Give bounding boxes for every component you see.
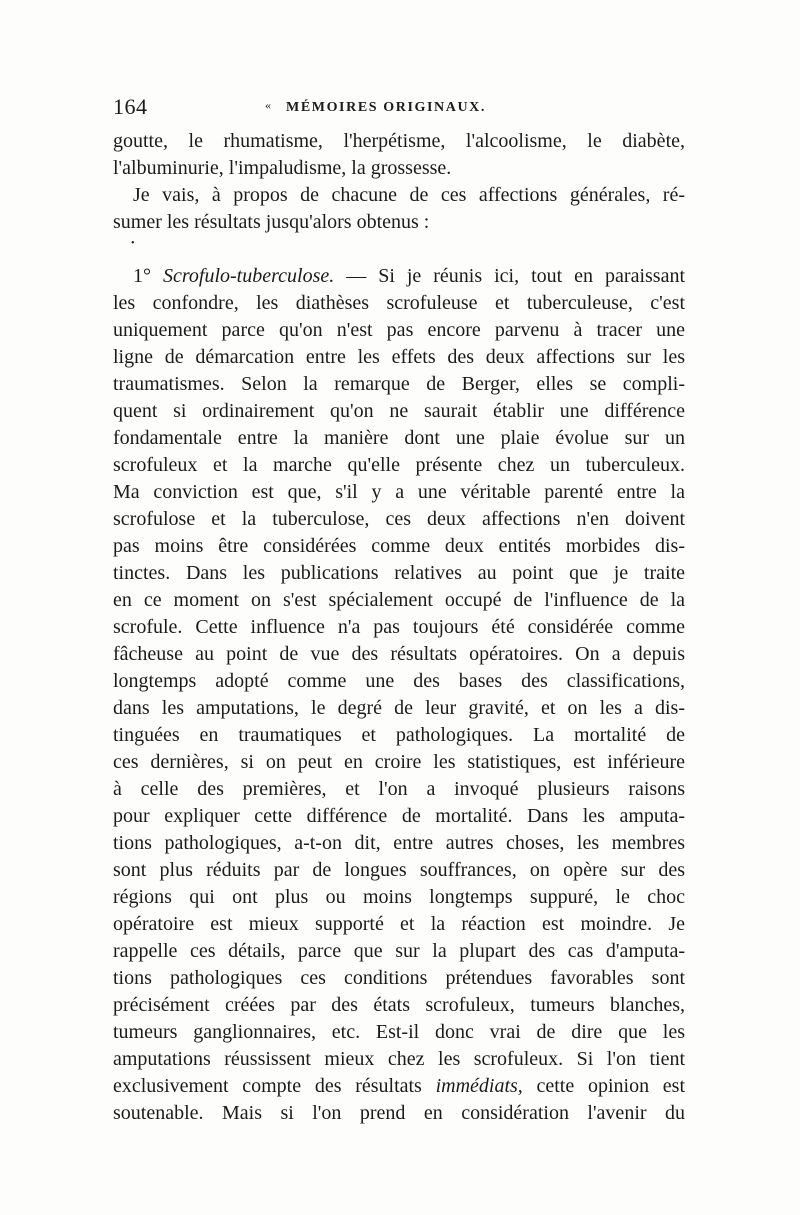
header-ornament: « xyxy=(265,98,271,112)
text-line: tinguées en traumatiques et pathologiques. La mortalité de xyxy=(113,724,685,746)
text-line: opératoire est mieux supporté et la réaction est moindre. Je xyxy=(113,913,685,935)
text-line: en ce moment on s'est spécialement occupé de l'influence de la xyxy=(113,589,685,611)
text-line: goutte, le rhumatisme, l'herpétisme, l'alcoolisme, le diabète, xyxy=(113,130,685,152)
text-line: tions pathologiques ces conditions prétendues favorables sont xyxy=(113,967,685,989)
text-line-with-emphasis xyxy=(113,1073,685,1100)
emphasized-word: immédiats, xyxy=(435,1075,523,1097)
text-line: quent si ordinairement qu'on ne saurait établir une différence xyxy=(113,400,685,422)
text-line: scrofule. Cette influence n'a pas toujours été considérée comme xyxy=(113,616,685,638)
section-title: Scrofulo-tuberculose. xyxy=(162,265,335,287)
text-fragment: exclusivement compte des résultats xyxy=(113,1075,422,1097)
page-number: 164 xyxy=(113,94,148,119)
text-line: précisément créées par des états scrofuleux, tumeurs blanches, xyxy=(113,994,685,1016)
text-line: amputations réussissent mieux chez les scrofuleux. Si l'on tient xyxy=(113,1048,685,1070)
text-line: tumeurs ganglionnaires, etc. Est-il donc vrai de dire que les xyxy=(113,1021,685,1043)
text-line: les confondre, les diathèses scrofuleuse et tuberculeuse, c'est xyxy=(113,292,685,314)
text-line: fondamentale entre la manière dont une plaie évolue sur un xyxy=(113,427,685,449)
text-line: Je vais, à propos de chacune de ces affections générales, ré- xyxy=(133,184,685,206)
stray-dot-mark: • xyxy=(131,238,135,249)
text-line: rappelle ces détails, parce que sur la plupart des cas d'amputa- xyxy=(113,940,685,962)
text-line: ces dernières, si on peut en croire les statistiques, est inférieure xyxy=(113,751,685,773)
text-line: pour expliquer cette différence de mortalité. Dans les amputa- xyxy=(113,805,685,827)
text-line: traumatismes. Selon la remarque de Berger, elles se compli- xyxy=(113,373,685,395)
text-line: uniquement parce qu'on n'est pas encore parvenu à tracer une xyxy=(113,319,685,341)
text-line: sumer les résultats jusqu'alors obtenus : xyxy=(113,211,430,233)
text-line: longtemps adopté comme une des bases des classifications, xyxy=(113,670,685,692)
section-number: 1° xyxy=(133,265,151,287)
text-line: scrofulose et la tuberculose, ces deux affections n'en doivent xyxy=(113,508,685,530)
text-line: fâcheuse au point de vue des résultats opératoires. On a depuis xyxy=(113,643,685,665)
text-line: Ma conviction est que, s'il y a une véritable parenté entre la xyxy=(113,481,685,503)
section-heading-rest: — Si je réunis ici, tout en paraissant xyxy=(346,265,686,287)
text-line: à celle des premières, et l'on a invoqué plusieurs raisons xyxy=(113,778,685,800)
text-line: pas moins être considérées comme deux entités morbides dis- xyxy=(113,535,685,557)
text-line: sont plus réduits par de longues souffrances, on opère sur des xyxy=(113,859,685,881)
text-line: l'albuminurie, l'impaludisme, la grossesse. xyxy=(113,157,452,179)
text-line: soutenable. Mais si l'on prend en considération l'avenir du xyxy=(113,1102,685,1124)
section-heading-line xyxy=(113,263,685,290)
text-line: ligne de démarcation entre les effets des deux affections sur les xyxy=(113,346,685,368)
text-line: tinctes. Dans les publications relatives au point que je traite xyxy=(113,562,685,584)
text-line: régions qui ont plus ou moins longtemps suppuré, le choc xyxy=(113,886,685,908)
page-header xyxy=(113,94,685,124)
text-line: tions pathologiques, a-t-on dit, entre autres choses, les membres xyxy=(113,832,685,854)
text-fragment: cette opinion est xyxy=(536,1075,686,1097)
paragraph-gap xyxy=(113,236,685,263)
text-line: dans les amputations, le degré de leur gravité, et on les a dis- xyxy=(113,697,685,719)
body-text xyxy=(113,128,685,1127)
text-line: scrofuleux et la marche qu'elle présente chez un tuberculeux. xyxy=(113,454,685,476)
running-title: MÉMOIRES ORIGINAUX. xyxy=(286,100,486,115)
